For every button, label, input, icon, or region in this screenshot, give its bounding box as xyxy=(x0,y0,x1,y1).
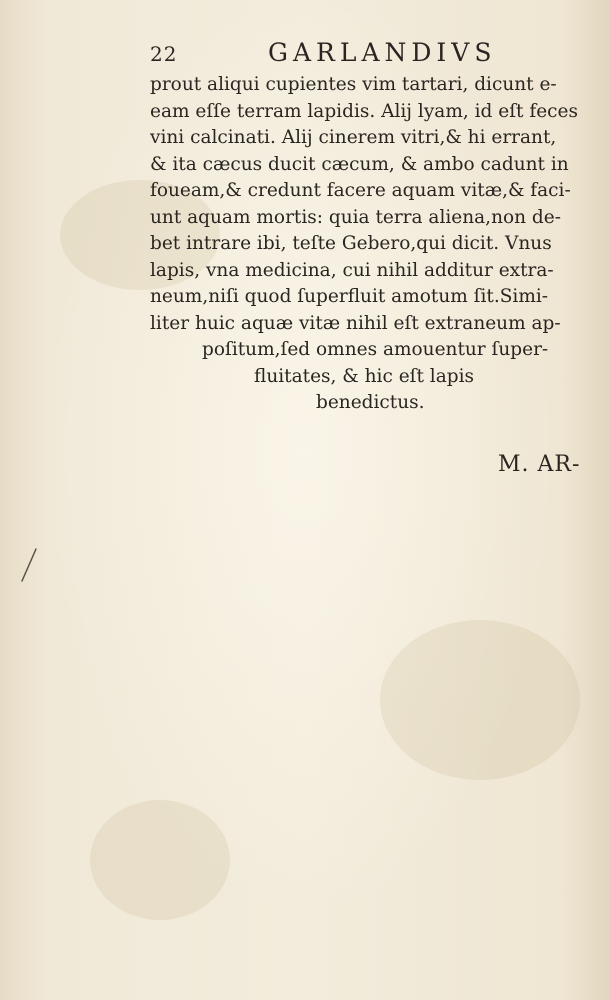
paper-stain xyxy=(90,800,230,920)
text-line: unt aquam mortis: quia terra aliena,non de- xyxy=(150,206,561,228)
text-line: & ita cæcus ducit cæcum, & ambo cadunt in xyxy=(150,153,569,175)
text-line: bet intrare ibi, teſte Gebero,qui dicit. Vnus xyxy=(150,233,552,254)
ink-stroke-mark xyxy=(14,545,54,585)
text-line: poſitum,ſed omnes amouentur ſuper- xyxy=(202,339,549,360)
text-line: fluitates, & hic eſt lapis xyxy=(254,365,475,387)
text-line: prout aliqui cupientes vim tartari, dicunt e- xyxy=(150,74,557,95)
page-number: 22 xyxy=(150,42,178,66)
text-line: benedictus. xyxy=(316,392,425,413)
text-line: neum,niſi quod ſuperfluit amotum ſit.Simi- xyxy=(150,286,549,307)
running-head: GARLANDIVS xyxy=(268,38,497,67)
text-line: eam eſſe terram lapidis. Alij lyam, id eſt feces xyxy=(150,100,578,122)
body-text xyxy=(150,72,600,417)
page-header xyxy=(150,38,510,72)
text-line: vini calcinati. Alij cinerem vitri,& hi errant, xyxy=(150,127,557,148)
text-line: lapis, vna medicina, cui nihil additur extra- xyxy=(150,259,554,281)
text-line: liter huic aquæ vitæ nihil eſt extraneum ap- xyxy=(150,312,561,334)
text-line: foueam,& credunt facere aquam vitæ,& faci- xyxy=(150,180,571,201)
catchword: M. AR- xyxy=(498,452,581,477)
paper-stain xyxy=(380,620,580,780)
